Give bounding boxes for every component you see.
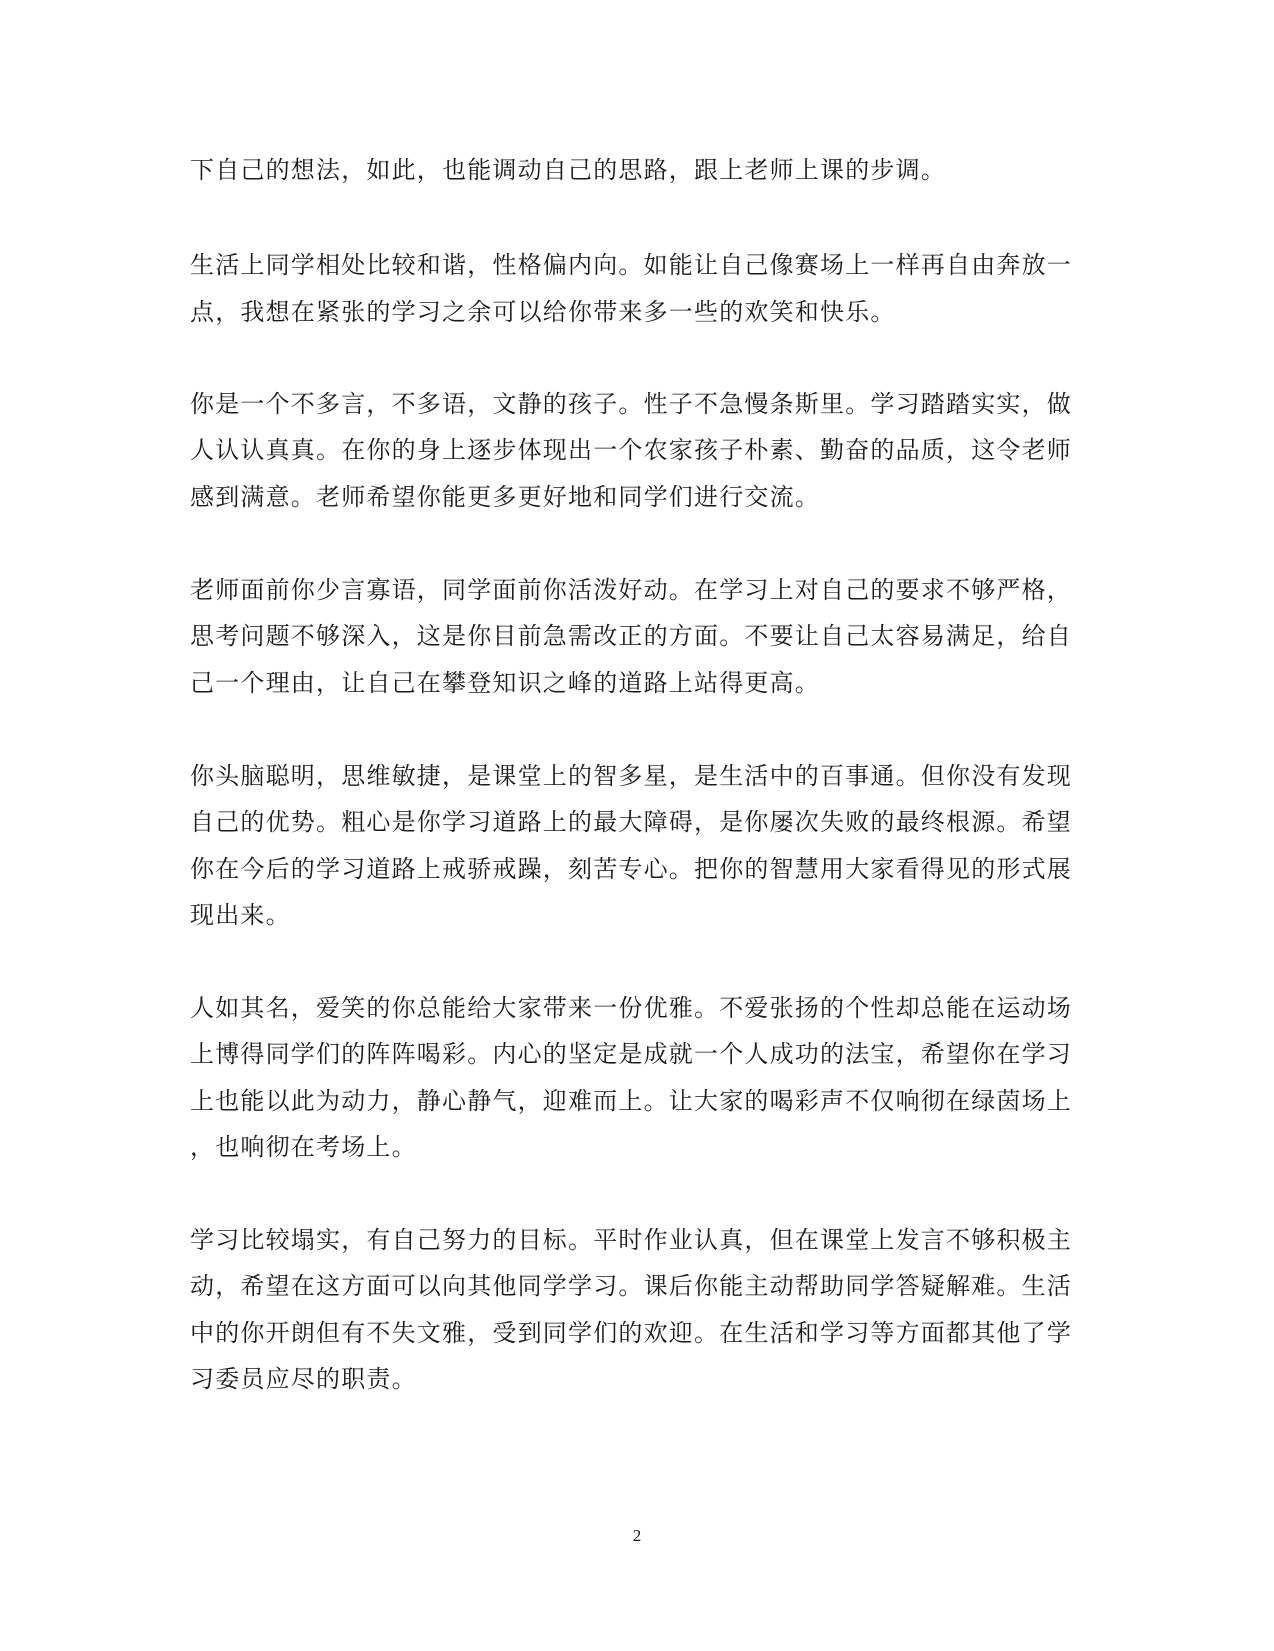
- paragraph-2-line-1: 生活上同学相处比较和谐，性格偏内向。如能让自己像赛场上一样再自由奔放一: [190, 251, 1072, 279]
- paragraph-3-line-1: 你是一个不多言，不多语，文静的孩子。性子不急慢条斯里。学习踏踏实实，做: [190, 390, 1072, 418]
- paragraph-7-line-4: 习委员应尽的职责。: [190, 1365, 417, 1393]
- paragraph-6-line-4: ，也响彻在考场上。: [190, 1133, 417, 1161]
- paragraph-7-line-1: 学习比较塌实，有自己努力的目标。平时作业认真，但在课堂上发言不够积极主: [190, 1226, 1072, 1254]
- paragraph-5-line-1: 你头脑聪明，思维敏捷，是课堂上的智多星，是生活中的百事通。但你没有发现: [190, 762, 1072, 790]
- paragraph-5-line-4: 现出来。: [190, 901, 291, 929]
- paragraph-3-line-2: 人认认真真。在你的身上逐步体现出一个农家孩子朴素、勤奋的品质，这令老师: [190, 436, 1072, 464]
- paragraph-5-line-2: 自己的优势。粗心是你学习道路上的最大障碍，是你屡次失败的最终根源。希望: [190, 808, 1072, 836]
- paragraph-4-line-1: 老师面前你少言寡语，同学面前你活泼好动。在学习上对自己的要求不够严格，: [190, 576, 1072, 604]
- paragraph-4-line-2: 思考问题不够深入，这是你目前急需改正的方面。不要让自己太容易满足，给自: [190, 622, 1072, 650]
- paragraph-6-line-2: 上博得同学们的阵阵喝彩。内心的坚定是成就一个人成功的法宝，希望你在学习: [190, 1040, 1072, 1068]
- paragraph-7-line-3: 中的你开朗但有不失文雅，受到同学们的欢迎。在生活和学习等方面都其他了学: [190, 1319, 1072, 1347]
- paragraph-5-line-3: 你在今后的学习道路上戒骄戒躁，刻苦专心。把你的智慧用大家看得见的形式展: [190, 855, 1072, 883]
- paragraph-6-line-3: 上也能以此为动力，静心静气，迎难而上。让大家的喝彩声不仅响彻在绿茵场上: [190, 1087, 1072, 1115]
- paragraph-2-line-2: 点，我想在紧张的学习之余可以给你带来多一些的欢笑和快乐。: [190, 298, 896, 326]
- paragraph-1-line-1: 下自己的想法，如此，也能调动自己的思路，跟上老师上课的步调。: [190, 156, 946, 184]
- paragraph-7-line-2: 动，希望在这方面可以向其他同学学习。课后你能主动帮助同学答疑解难。生活: [190, 1272, 1072, 1300]
- paragraph-4-line-3: 己一个理由，让自己在攀登知识之峰的道路上站得更高。: [190, 669, 820, 697]
- page-number: 2: [632, 1526, 642, 1545]
- paragraph-3-line-3: 感到满意。老师希望你能更多更好地和同学们进行交流。: [190, 483, 820, 511]
- paragraph-6-line-1: 人如其名，爱笑的你总能给大家带来一份优雅。不爱张扬的个性却总能在运动场: [190, 994, 1072, 1022]
